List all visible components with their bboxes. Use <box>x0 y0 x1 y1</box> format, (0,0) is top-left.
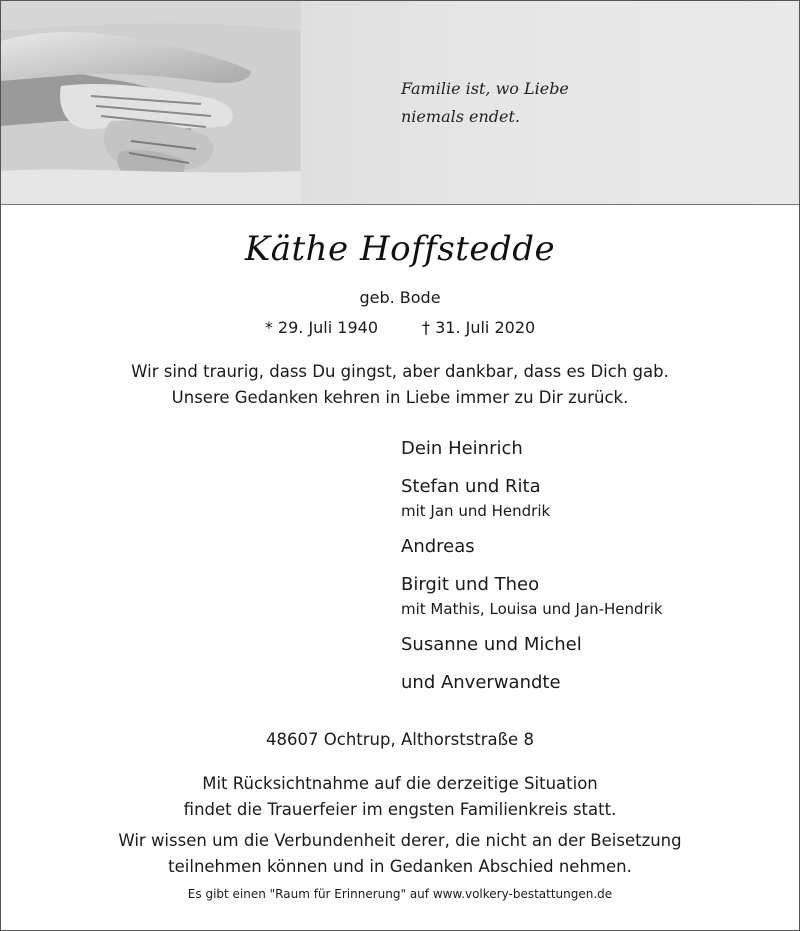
farewell-notice-line-1: Wir wissen um die Verbundenheit derer, die nicht an der Beisetzung <box>118 831 682 850</box>
maiden-name: geb. Bode <box>359 288 441 307</box>
farewell-notice-line-2: teilnehmen können und in Gedanken Abschied nehmen. <box>168 857 632 876</box>
birth-date: * 29. Juli 1940 <box>264 318 378 337</box>
header-banner <box>1 1 799 205</box>
life-dates <box>1 318 799 337</box>
farewell-notice <box>1 828 799 880</box>
deceased-name: Käthe Hoffstedde <box>244 229 556 269</box>
mourner-name: Andreas <box>401 536 475 557</box>
family-address: 48607 Ochtrup, Althorststraße 8 <box>266 730 534 749</box>
mourner-name: Birgit und Theo <box>401 574 540 595</box>
mourners-list <box>401 437 781 695</box>
quote-line-2: niemals endet. <box>401 107 521 126</box>
intro-line-1: Wir sind traurig, dass Du gingst, aber dankbar, dass es Dich gab. <box>131 362 669 381</box>
intro-line-2: Unsere Gedanken kehren in Liebe immer zu Dir zurück. <box>171 388 629 407</box>
funeral-notice <box>1 771 799 823</box>
quote-line-1: Familie ist, wo Liebe <box>401 79 569 98</box>
memorial-website-note: Es gibt einen "Raum für Erinnerung" auf www.volkery-bestattungen.de <box>187 887 613 901</box>
mourner-name: Dein Heinrich <box>401 438 523 459</box>
funeral-notice-line-2: findet die Trauerfeier im engsten Familienkreis statt. <box>183 800 617 819</box>
funeral-notice-line-1: Mit Rücksichtnahme auf die derzeitige Situation <box>202 774 598 793</box>
death-date: † 31. Juli 2020 <box>422 318 536 337</box>
mourner-children: mit Mathis, Louisa und Jan-Hendrik <box>401 600 663 618</box>
hands-image <box>1 1 301 204</box>
mourner-name: und Anverwandte <box>401 672 561 693</box>
mourner-children: mit Jan und Hendrik <box>401 502 551 520</box>
mourner-name: Stefan und Rita <box>401 476 541 497</box>
header-quote <box>401 75 701 131</box>
mourner-name: Susanne und Michel <box>401 634 582 655</box>
intro-text <box>1 359 799 411</box>
